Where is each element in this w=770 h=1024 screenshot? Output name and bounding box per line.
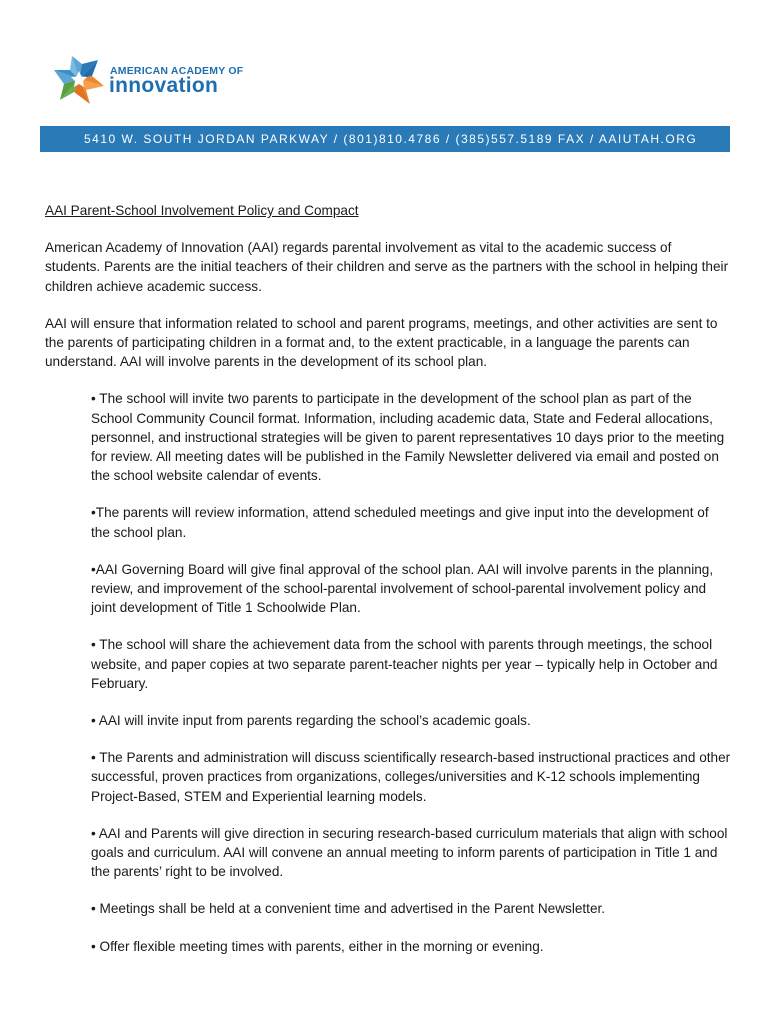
bullet-item: • The school will invite two parents to participate in the development of the school plan as part of the School Community Council format. Information, including academic data, State and Federal allocations, personnel, and instructional strategies will be given to parent representatives 10 days prior to the meeting for review. All meeting dates will be published in the Family Newsletter delivered via email and posted on the school website calendar of events. <box>91 391 725 484</box>
address-text: 5410 W. SOUTH JORDAN PARKWAY / (801)810.4786 / (385)557.5189 FAX / AAIUTAH.ORG <box>84 132 698 146</box>
logo-text-main: innovation <box>109 74 219 97</box>
bullet-item: •AAI Governing Board will give final approval of the school plan. AAI will involve parents in the planning, review, and improvement of the school-parental involvement of school-parental involvement policy and joint development of Title 1 Schoolwide Plan. <box>91 561 714 616</box>
logo-text-top: AMERICAN ACADEMY OF <box>110 65 244 77</box>
bullet-list <box>91 389 731 955</box>
paragraph: American Academy of Innovation (AAI) regards parental involvement as vital to the academic success of students. Parents are the initial teachers of their children and serve as the partners with the school in helping their children achieve academic success. <box>45 240 729 294</box>
document-title: AAI Parent-School Involvement Policy and Compact <box>45 203 359 218</box>
bullet-item: • The Parents and administration will discuss scientifically research-based instructional practices and other successful, proven practices from organizations, colleges/universities and K-12 schools implementing Project-Based, STEM and Experiential learning models. <box>91 750 731 804</box>
school-logo <box>52 52 244 108</box>
star-logo-icon <box>52 52 106 106</box>
bullet-item: • The school will share the achievement data from the school with parents through meetings, the school website, and paper copies at two separate parent-teacher nights per year – typically help in October and February. <box>91 637 718 691</box>
bullet-item: • AAI will invite input from parents regarding the school’s academic goals. <box>91 713 531 729</box>
paragraph: AAI will ensure that information related to school and parent programs, meetings, and other activities are sent to the parents of participating children in a format and, to the extent practicable, in a language the parents can understand. AAI will involve parents in the development of its school plan. <box>45 315 718 370</box>
bullet-item: • AAI and Parents will give direction in securing research-based curriculum materials that align with school goals and curriculum. AAI will convene an annual meeting to inform parents of participation in Title 1 and the parents’ right to be involved. <box>91 825 728 880</box>
address-bar <box>40 126 730 152</box>
bullet-item: • Meetings shall be held at a convenient time and advertised in the Parent Newsletter. <box>91 901 606 917</box>
document-body <box>45 201 730 974</box>
bullet-item: •The parents will review information, attend scheduled meetings and give input into the development of the school plan. <box>91 505 709 540</box>
bullet-item: • Offer flexible meeting times with parents, either in the morning or evening. <box>91 938 544 954</box>
